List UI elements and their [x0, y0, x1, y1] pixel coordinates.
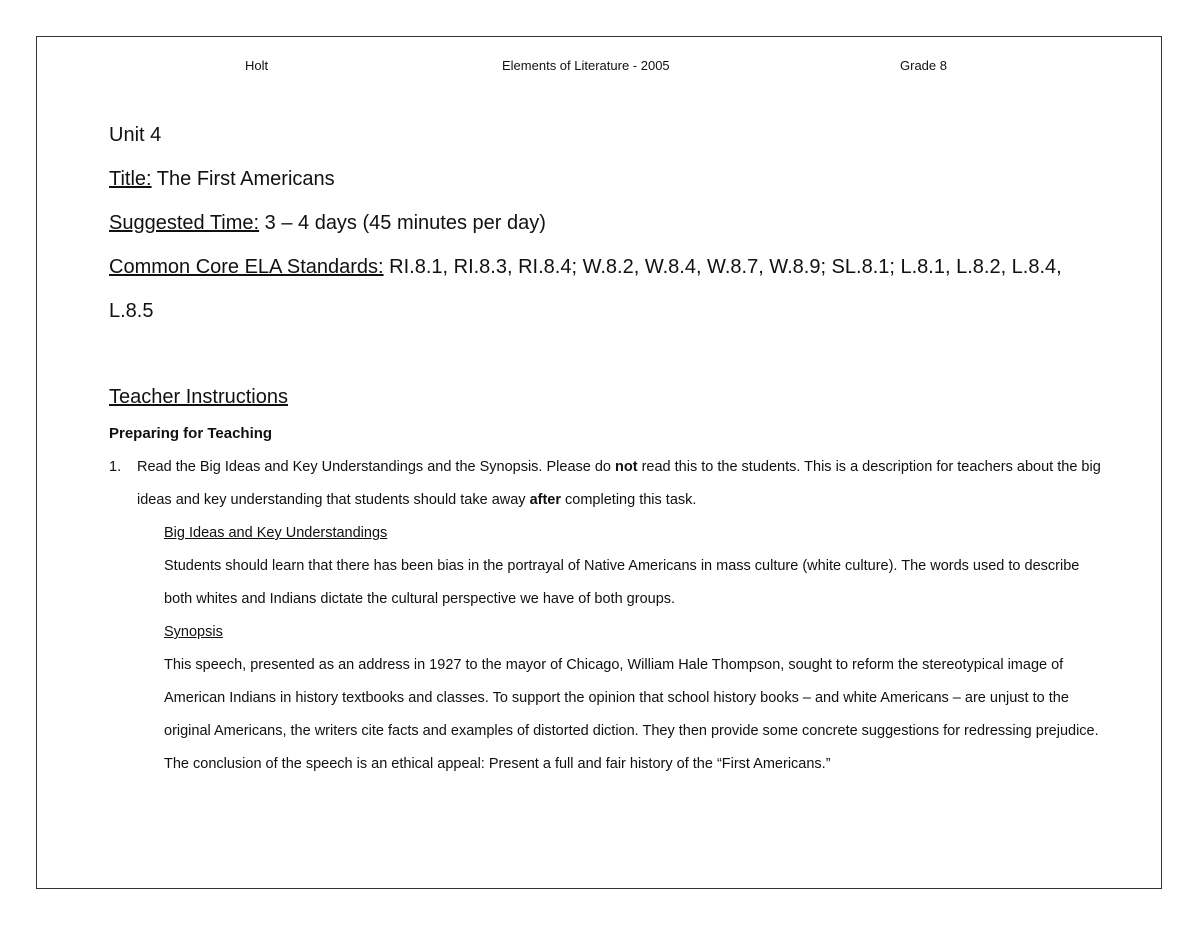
- unit-heading: Unit 4: [109, 124, 162, 146]
- big-ideas-text: Students should learn that there has been bias in the portrayal of Native Americans in mass culture (white culture). The words used to describe both whites and Indians dictate the cultural perspective we have of both groups.: [164, 558, 1080, 607]
- suggested-time-line: [109, 201, 1109, 245]
- suggested-time-label: Suggested Time:: [109, 212, 260, 234]
- standards-value: RI.8.1, RI.8.3, RI.8.4; W.8.2, W.8.4, W.8.7, W.8.9; SL.8.1; L.8.1, L.8.2, L.8.4, L.8.5: [109, 256, 1062, 322]
- blank-line: [109, 333, 1109, 377]
- preparing-for-teaching-heading: Preparing for Teaching: [109, 425, 273, 442]
- standards-line: [109, 245, 1109, 333]
- title-label: Title:: [109, 168, 152, 190]
- page-header: [37, 58, 1161, 76]
- list-item-number: 1.: [109, 459, 122, 475]
- synopsis-label: Synopsis: [164, 624, 223, 640]
- suggested-time-value: 3 – 4 days (45 minutes per day): [259, 212, 546, 234]
- header-publisher: Holt: [245, 58, 269, 73]
- big-ideas-section: [109, 517, 1109, 781]
- big-ideas-label: Big Ideas and Key Understandings: [164, 525, 388, 541]
- list-item-text-c: completing this task.: [561, 492, 697, 508]
- title-value: The First Americans: [151, 168, 335, 190]
- list-item-text-a: Read the Big Ideas and Key Understandings and the Synopsis. Please do: [137, 459, 616, 475]
- standards-label: Common Core ELA Standards:: [109, 256, 384, 278]
- document-page: [36, 36, 1162, 889]
- list-item: [109, 451, 1109, 517]
- header-book-title: Elements of Literature - 2005: [502, 58, 670, 73]
- teacher-instructions-heading: Teacher Instructions: [109, 386, 288, 408]
- list-item-bold-after: after: [529, 492, 562, 508]
- list-item-bold-not: not: [615, 459, 638, 475]
- synopsis-text: This speech, presented as an address in 1927 to the mayor of Chicago, William Hale Thompson, sought to reform the stereotypical image of American Indians in history textbooks and classes. To support the opinion that school history books – and white Americans – are unjust to the original Americans, the writers cite facts and examples of distorted diction. They then provide some concrete suggestions for redressing prejudice. The conclusion of the speech is an ethical appeal: Present a full and fair history of the “First Americans.”: [164, 657, 1099, 772]
- document-body: [109, 113, 1109, 781]
- list-item-text-b: read this to the students. This is a description for teachers about the big ideas and key understanding that students should take away: [137, 459, 1101, 508]
- title-line: [109, 157, 1109, 201]
- header-grade: Grade 8: [900, 58, 947, 73]
